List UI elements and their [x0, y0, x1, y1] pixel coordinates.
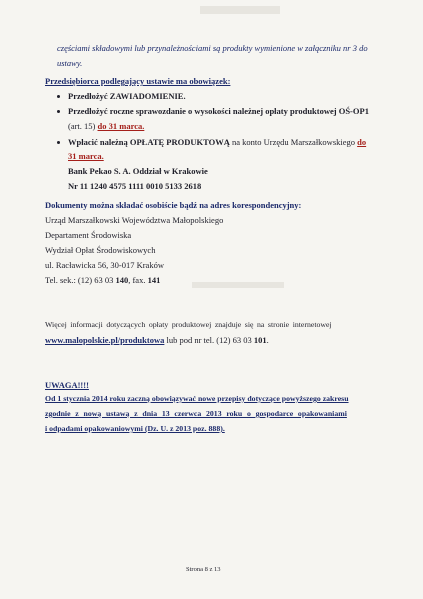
more-info-phone-text: lub pod nr tel. (12) 63 03	[164, 335, 254, 345]
more-info-line-1: Więcej informacji dotyczących opłaty produktowej znajduje się na stronie internetowej	[45, 320, 332, 329]
obligations-heading: Przedsiębiorca podlegający ustawie ma obowiązek:	[45, 76, 231, 86]
deadline-date: do	[357, 137, 367, 147]
more-info-line-2	[45, 335, 269, 345]
notice-line-1: Od 1 stycznia 2014 roku zaczną obowiązywać nowe przepisy dotyczące powyższego zakresu	[45, 394, 349, 403]
notice-label: UWAGA!!!!	[45, 380, 89, 390]
obligation-item-2-line-1: Przedłożyć roczne sprawozdanie o wysokości należnej opłaty produktowej OŚ-OP1	[68, 106, 369, 116]
deadline-date-continued: 31 marca.	[68, 151, 104, 161]
address-line-2: Departament Środowiska	[45, 230, 132, 240]
bank-name: Bank Pekao S. A. Oddział w Krakowie	[68, 166, 208, 176]
period: .	[266, 335, 269, 345]
obligation-item-2-line-2	[68, 121, 144, 131]
website-link[interactable]: www.malopolskie.pl/produktowa	[45, 335, 165, 345]
obligation-item-1: Przedłożyć ZAWIADOMIENIE.	[68, 91, 186, 101]
address-line-4: ul. Racławicka 56, 30-017 Kraków	[45, 260, 164, 270]
article-ref: (art. 15)	[68, 121, 98, 131]
scan-artifact	[200, 6, 280, 14]
item-3-prefix: Wpłacić należną	[68, 137, 130, 147]
address-heading: Dokumenty można składać osobiście bądź na adres korespondencyjny:	[45, 200, 302, 210]
scan-artifact	[192, 282, 284, 288]
address-line-3: Wydział Opłat Środowiskowych	[45, 245, 156, 255]
bullet-icon	[57, 141, 60, 144]
phone-fax-line	[45, 275, 160, 285]
phone-prefix: Tel. sek.: (12) 63 03	[45, 275, 116, 285]
intro-line-2: ustawy.	[57, 58, 83, 68]
intro-line-1: częściami składowymi lub przynależnościami są produkty wymienione w załączniku nr 3 do	[57, 43, 368, 53]
notice-line-2: zgodnie z nową ustawą z dnia 13 czerwca 2013 roku o gospodarce opakowaniami	[45, 409, 347, 418]
bullet-icon	[57, 95, 60, 98]
fax-extension: 141	[147, 275, 161, 285]
item-3-fee-name: OPŁATĘ PRODUKTOWĄ	[129, 137, 230, 147]
fax-prefix: , fax.	[128, 275, 148, 285]
obligation-item-3-line-1	[68, 137, 366, 147]
bullet-icon	[57, 110, 60, 113]
item-3-middle: na konto Urzędu Marszałkowskiego	[229, 137, 358, 147]
address-line-1: Urząd Marszałkowski Województwa Małopolskiego	[45, 215, 224, 225]
notice-line-3: i odpadami opakowaniowymi (Dz. U. z 2013 poz. 888).	[45, 424, 225, 433]
deadline-date: do 31 marca.	[97, 121, 145, 131]
account-number: Nr 11 1240 4575 1111 0010 5133 2618	[68, 181, 202, 191]
more-info-phone-extension: 101	[253, 335, 267, 345]
page-number: Strona 8 z 13	[186, 566, 221, 573]
phone-extension: 140	[115, 275, 129, 285]
